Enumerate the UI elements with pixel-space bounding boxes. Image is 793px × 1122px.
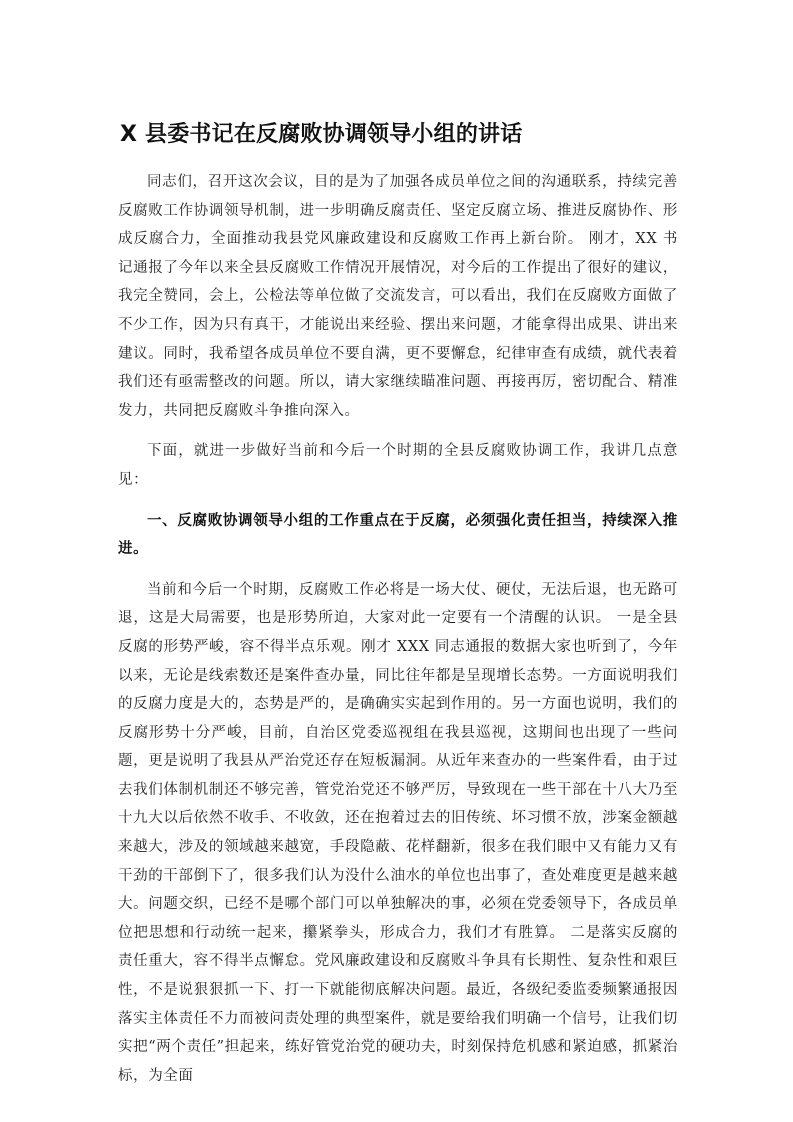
opinions-lead-paragraph: 下面，就进一步做好当前和今后一个时期的全县反腐败协调工作，我讲几点意见： bbox=[118, 443, 678, 488]
section-heading-1: 一、反腐败协调领导小组的工作重点在于反腐，必须强化责任担当，持续深入推进。 bbox=[118, 512, 678, 558]
document-page bbox=[118, 120, 678, 1102]
section-1-paragraph: 当前和今后一个时期，反腐败工作必将是一场大仗、硬仗，无法后退，也无路可退，这是大局需要，也是形势所迫，大家对此一定要有一个清醒的认识。 一是全县反腐的形势严峻，容不得半点乐观。刚才 XXX 同志通报的数据大家也听到了，今年以来，无论是线索数还是案件查办量，同比往年都是呈现增长态势。一方面说明我们的反腐力度是大的，态势是严的，是确确实实起到作用的。另一方面也说明，我们的反腐形势十分严峻，目前，自治区党委巡视组在我县巡视，这期间也出现了一些问题，更是说明了我县从严治党还存在短板漏洞。从近年来查办的一些案件看，由于过去我们体制机制还不够完善，管党治党还不够严厉，导致现在一些干部在十八大乃至十九大以后依然不收手、不收敛，还在抱着过去的旧传统、坏习惯不放，涉案金额越来越大，涉及的领域越来越宽，手段隐蔽、花样翻新，很多在我们眼中又有能力又有干劲的干部倒下了，很多我们认为没什么油水的单位也出事了，查处难度更是越来越大。问题交织，已经不是哪个部门可以单独解决的事，必须在党委领导下，各成员单位把思想和行动统一起来，攥紧拳头，形成合力，我们才有胜算。 二是落实反腐的责任重大，容不得半点懈怠。党风廉政建设和反腐败斗争具有长期性、复杂性和艰巨性，不是说狠狠抓一下、打一下就能彻底解决问题。最近，各级纪委监委频繁通报因落实主体责任不力而被问责处理的典型案件，就是要给我们明确一个信号，让我们切实把“两个责任”担起来，练好管党治党的硬功夫，时刻保持危机感和紧迫感，抓紧治标，为全面 bbox=[118, 581, 678, 1084]
intro-paragraph: 同志们，召开这次会议，目的是为了加强各成员单位之间的沟通联系，持续完善反腐败工作协调领导机制，进一步明确反腐责任、坚定反腐立场、推进反腐协作、形成反腐合力，全面推动我县党风廉政建设和反腐败工作再上新台阶。 刚才，XX 书记通报了今年以来全县反腐败工作情况开展情况，对今后的工作提出了很好的建议，我完全赞同，会上，公检法等单位做了交流发言，可以看出，我们在反腐败方面做了不少工作，因为只有真干，才能说出来经验、摆出来问题，才能拿得出成果、讲出来建议。同时，我希望各成员单位不要自满，更不要懈怠，纪律审查有成绩，就代表着我们还有亟需整改的问题。所以，请大家继续瞄准问题、再接再厉，密切配合、精准发力，共同把反腐败斗争推向深入。 bbox=[118, 174, 678, 419]
document-title: X 县委书记在反腐败协调领导小组的讲话 bbox=[120, 122, 523, 147]
